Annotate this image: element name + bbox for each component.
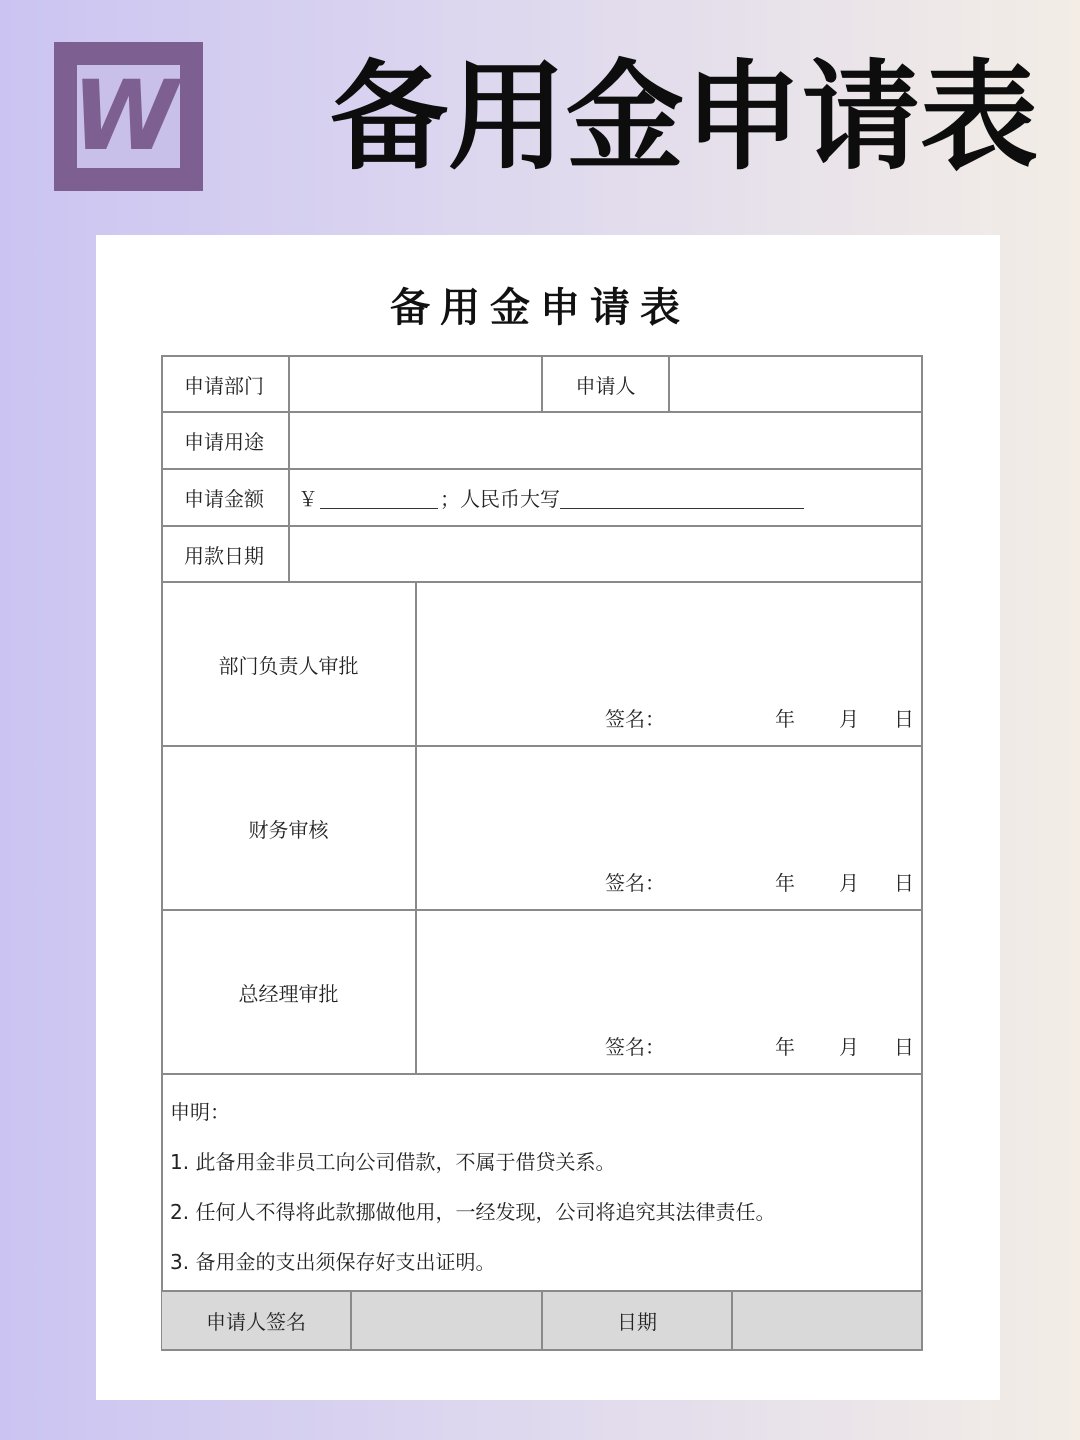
amount-number-blank[interactable] [320, 486, 438, 509]
finance-review-label: 财务审核 [248, 817, 329, 842]
dept-approval-label: 部门负责人审批 [218, 653, 359, 678]
date-label: 用款日期 [184, 543, 264, 568]
applicant-signature-label: 申请人签名 [162, 1292, 350, 1349]
amount-field [298, 470, 918, 525]
purpose-field[interactable] [290, 413, 921, 468]
dept-label: 申请部门 [184, 373, 264, 398]
dept-approval-area[interactable] [417, 583, 921, 745]
amount-uppercase-label: ；人民币大写 [440, 487, 560, 511]
gm-approval-label: 总经理审批 [238, 981, 339, 1006]
statement-heading: 申明： [170, 1100, 230, 1124]
amount-uppercase-blank[interactable] [560, 486, 804, 509]
amount-label: 申请金额 [184, 487, 264, 511]
date-field[interactable] [290, 527, 921, 581]
month-label: 月 [839, 871, 859, 895]
logo-letter: W [72, 60, 178, 172]
footer-date-field[interactable] [733, 1292, 921, 1349]
year-label: 年 [775, 1035, 795, 1059]
purpose-label: 申请用途 [184, 430, 264, 454]
statement-item: 1. 此备用金非员工向公司借款，不属于借贷关系。 [170, 1150, 616, 1174]
signature-label: 签名： [605, 871, 665, 895]
month-label: 月 [839, 1035, 859, 1059]
footer-date-label: 日期 [543, 1292, 731, 1349]
statement-item: 3. 备用金的支出须保存好支出证明。 [170, 1250, 496, 1274]
applicant-field[interactable] [670, 357, 921, 411]
signature-label: 签名： [605, 1035, 665, 1059]
currency-symbol: ￥ [298, 487, 318, 511]
day-label: 日 [894, 871, 914, 895]
document-title: 备用金申请表 [390, 285, 690, 331]
statement-item: 2. 任何人不得将此款挪做他用，一经发现，公司将追究其法律责任。 [170, 1200, 776, 1224]
month-label: 月 [839, 707, 859, 731]
signature-label: 签名： [605, 707, 665, 731]
gm-approval-area[interactable] [417, 911, 921, 1073]
year-label: 年 [775, 707, 795, 731]
finance-review-area[interactable] [417, 747, 921, 909]
year-label: 年 [775, 871, 795, 895]
applicant-label: 申请人 [575, 373, 636, 398]
day-label: 日 [894, 1035, 914, 1059]
applicant-signature-field[interactable] [352, 1292, 541, 1349]
dept-field[interactable] [290, 357, 541, 411]
word-logo-icon [54, 42, 203, 191]
day-label: 日 [894, 707, 914, 731]
page-title: 备用金申请表 [330, 48, 1039, 186]
